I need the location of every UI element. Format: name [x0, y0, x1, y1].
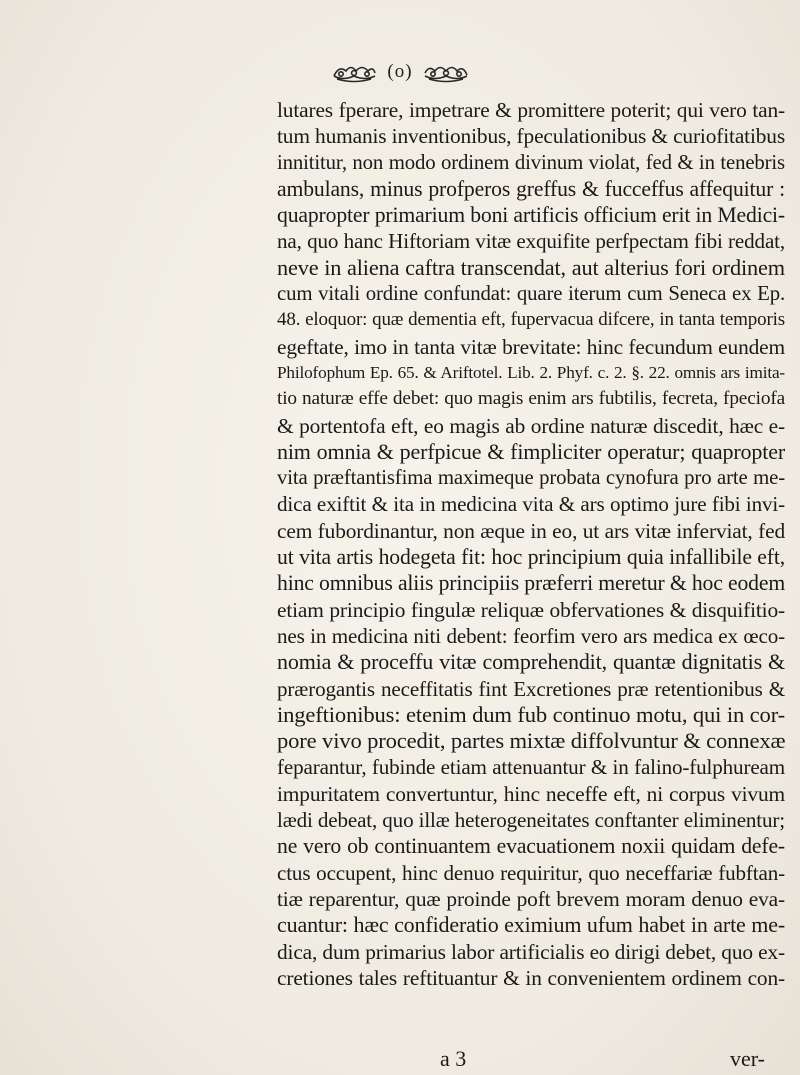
text-line: neve in aliena caftra transcendat, aut alterius fori ordinem — [277, 254, 785, 280]
text-line: nim omnia & perfpicue & fimpliciter operatur; quapropter — [277, 438, 785, 464]
text-line: cretiones tales reftituantur & in convenientem ordinem con- — [277, 965, 785, 990]
text-line: dica exiftit & ita in medicina vita & ars optimo jure fibi invi- — [277, 492, 785, 517]
text-line: vita præftantisfima maximeque probata cynofura pro arte me- — [277, 466, 785, 490]
text-line: nes in medicina niti debent: feorfim vero ars medica ex œco- — [277, 623, 785, 648]
text-line: tiæ reparentur, quæ proinde poft brevem moram denuo eva- — [277, 886, 785, 911]
left-printer-ornament-icon — [331, 61, 377, 83]
text-line: tum humanis inventionibus, fpeculationibus & curiofitatibus — [277, 124, 786, 149]
text-line: ctus occupent, hinc denuo requiritur, quo neceffariæ fubftan- — [277, 860, 785, 885]
page-header — [0, 50, 800, 94]
text-line: etiam principio fingulæ reliquæ obfervationes & disquifitio- — [277, 597, 785, 622]
text-line: egeftate, imo in tanta vitæ brevitate: hinc fecundum eundem — [277, 334, 785, 359]
text-line: innititur, non modo ordinem divinum violat, fed & in tenebris — [277, 150, 785, 174]
text-line: Philofophum Ep. 65. & Ariftotel. Lib. 2. Phyf. c. 2. §. 22. omnis ars imita- — [277, 362, 785, 382]
text-line: quapropter primarium boni artificis officium erit in Medici- — [277, 203, 785, 228]
text-line: cuantur: hæc confideratio eximium ufum habet in arte me- — [277, 912, 785, 938]
right-printer-ornament-icon — [423, 61, 469, 83]
text-line: lædi debeat, quo illæ heterogeneitates conftanter eliminentur; — [277, 808, 785, 833]
text-line: ingeftionibus: etenim dum fub continuo motu, qui in cor- — [277, 701, 785, 727]
text-line: ambulans, minus profperos greffus & fucceffus affequitur : — [277, 176, 785, 201]
text-line: & portentofa eft, eo magis ab ordine naturæ discedit, hæc e- — [277, 413, 785, 438]
text-line: na, quo hanc Hiftoriam vitæ exquifite perfpectam fibi reddat, — [277, 229, 785, 254]
text-line: ne vero ob continuantem evacuationem noxii quidam defe- — [277, 834, 785, 859]
text-line: lutares fperare, impetrare & promittere poterit; qui vero tan- — [277, 98, 785, 122]
text-line: tio naturæ effe debet: quo magis enim ars fubtilis, fecreta, fpeciofa — [277, 388, 785, 410]
text-line: cem fubordinantur, non æque in eo, ut ars vitæ inferviat, fed — [277, 518, 785, 543]
main-text-block — [277, 97, 785, 991]
text-line: 48. eloquor: quæ dementia eft, fupervacua difcere, in tanta temporis — [277, 309, 785, 331]
text-line: hinc omnibus aliis principiis præferri meretur & hoc eodem — [277, 571, 786, 596]
text-line: dica, dum primarius labor artificialis eo dirigi debet, quo ex- — [277, 939, 785, 964]
signature-mark: a 3 — [440, 1046, 467, 1071]
text-line: impuritatem convertuntur, hinc neceffe eft, ni corpus vivum — [277, 781, 785, 806]
catchword: ver- — [730, 1046, 765, 1071]
text-line: ut vita artis hodegeta fit: hoc principium quia infallibile eft, — [277, 545, 785, 570]
text-line: feparantur, fubinde etiam attenuantur & in falino-fulphuream — [277, 755, 785, 780]
page-folio: (o) — [387, 61, 413, 82]
text-line: nomia & proceffu vitæ comprehendit, quantæ dignitatis & — [277, 649, 785, 675]
text-line: cum vitali ordine confundat: quare iterum cum Seneca ex Ep. — [277, 282, 785, 306]
text-line: prærogantis neceffitatis fint Excretiones præ retentionibus & — [277, 676, 785, 701]
page-footer — [440, 1046, 790, 1072]
text-line: pore vivo procedit, partes mixtæ diffolvuntur & connexæ — [277, 728, 786, 754]
